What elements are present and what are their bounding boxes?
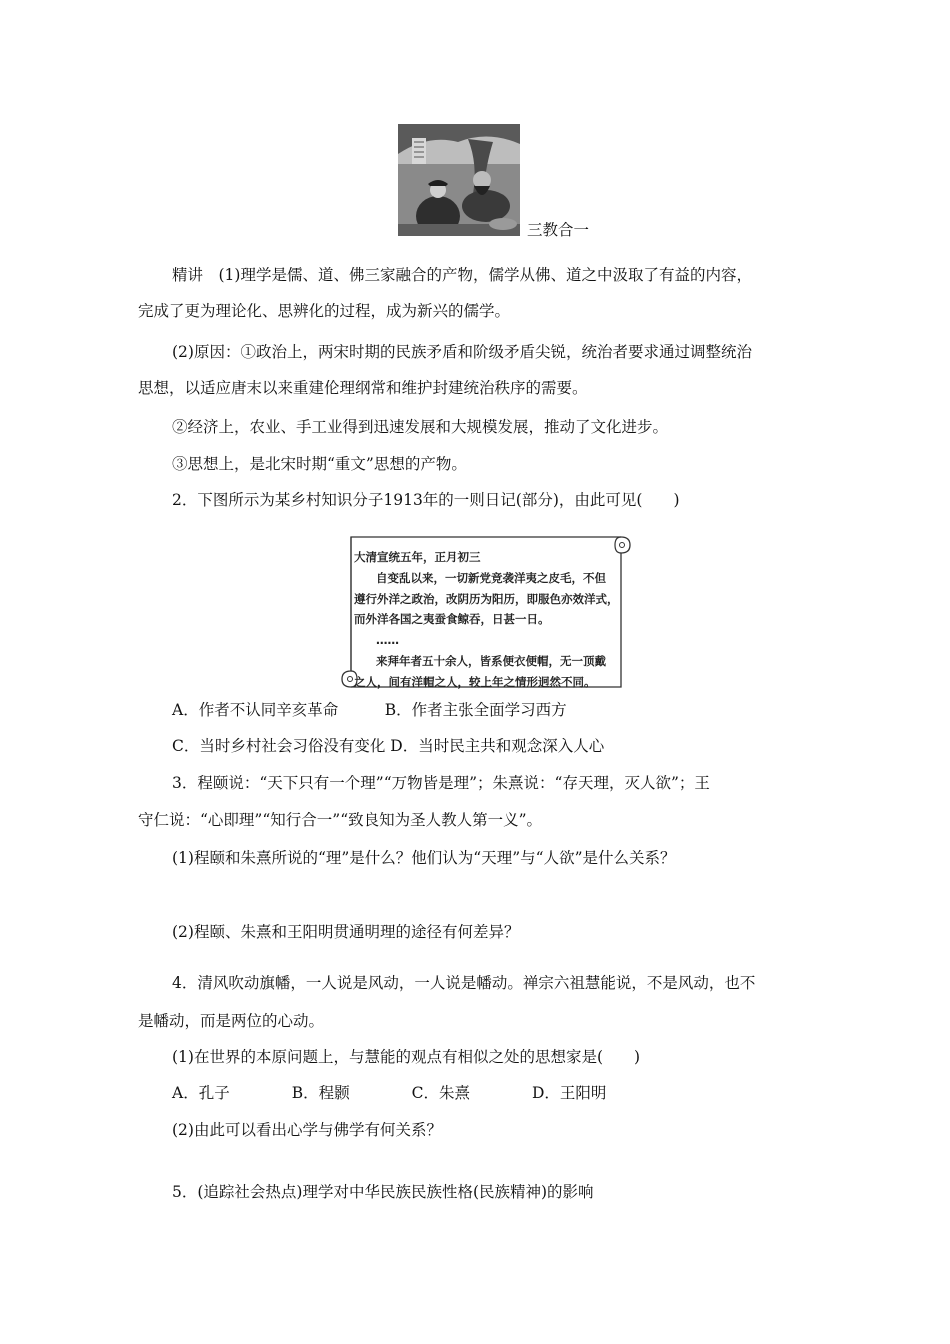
explanation-line-4: 思想，以适应唐末以来重建伦理纲常和维护封建统治秩序的需要。 — [138, 379, 588, 397]
painting-image — [398, 124, 520, 236]
diary-text — [354, 547, 624, 693]
question-4-stem-2: 是幡动，而是两位的心动。 — [138, 1012, 325, 1030]
explanation-line-2: 完成了更为理论化、思辨化的过程，成为新兴的儒学。 — [138, 302, 511, 320]
explanation-line-6: ③思想上，是北宋时期“重文”思想的产物。 — [172, 455, 467, 473]
diary-line: 来拜年者五十余人，皆系便衣便帽，无一顶戴 — [376, 653, 606, 668]
diary-line: 自变乱以来，一切新党竞袭洋夷之皮毛，不但 — [376, 570, 606, 585]
explanation-line-3: (2)原因：①政治上，两宋时期的民族矛盾和阶级矛盾尖锐，统治者要求通过调整统治 — [172, 343, 752, 361]
diary-line: 大清宣统五年，正月初三 — [354, 550, 481, 564]
diary-line: 遵行外洋之政治，改阴历为阳历，即服色亦效洋式， — [354, 591, 619, 606]
question-4-stem-1: 4．清风吹动旗幡，一人说是风动，一人说是幡动。禅宗六祖慧能说，不是风动，也不 — [172, 974, 756, 992]
question-2-options-ab: A．作者不认同辛亥革命 B．作者主张全面学习西方 — [172, 701, 567, 719]
question-4-options: A．孔子 B．程颢 C．朱熹 D．王阳明 — [172, 1084, 607, 1102]
figure-caption: 三教合一 — [527, 221, 590, 239]
question-3-sub-2: (2)程颐、朱熹和王阳明贯通明理的途径有何差异？ — [172, 923, 520, 941]
question-5-stem: 5．(追踪社会热点)理学对中华民族民族性格(民族精神)的影响 — [172, 1183, 594, 1201]
diary-line: 之人，间有洋帽之人，较上年之情形迥然不同。 — [354, 674, 596, 689]
three-teachings-painting-icon — [398, 124, 520, 236]
question-3-sub-1: (1)程颐和朱熹所说的“理”是什么？他们认为“天理”与“人欲”是什么关系？ — [172, 849, 676, 867]
question-4-sub-2: (2)由此可以看出心学与佛学有何关系？ — [172, 1121, 442, 1139]
diary-line: …… — [376, 633, 399, 648]
question-2-stem: 2．下图所示为某乡村知识分子1913年的一则日记(部分)，由此可见( ) — [172, 491, 680, 509]
question-2-options-cd: C．当时乡村社会习俗没有变化 D．当时民主共和观念深入人心 — [172, 737, 605, 755]
explanation-line-1: 精讲 (1)理学是儒、道、佛三家融合的产物，儒学从佛、道之中汲取了有益的内容， — [172, 266, 752, 284]
question-3-stem-1: 3．程颐说：“天下只有一个理”“万物皆是理”；朱熹说：“存天理，灭人欲”；王 — [172, 774, 710, 792]
question-4-sub-1: (1)在世界的本原问题上，与慧能的观点有相似之处的思想家是( ) — [172, 1048, 641, 1066]
diary-line: 而外洋各国之夷蚕食鲸吞，日甚一日。 — [354, 612, 550, 627]
explanation-line-5: ②经济上，农业、手工业得到迅速发展和大规模发展，推动了文化进步。 — [172, 418, 669, 436]
question-3-stem-2: 守仁说：“心即理”“知行合一”“致良知为圣人教人第一义”。 — [138, 811, 543, 829]
